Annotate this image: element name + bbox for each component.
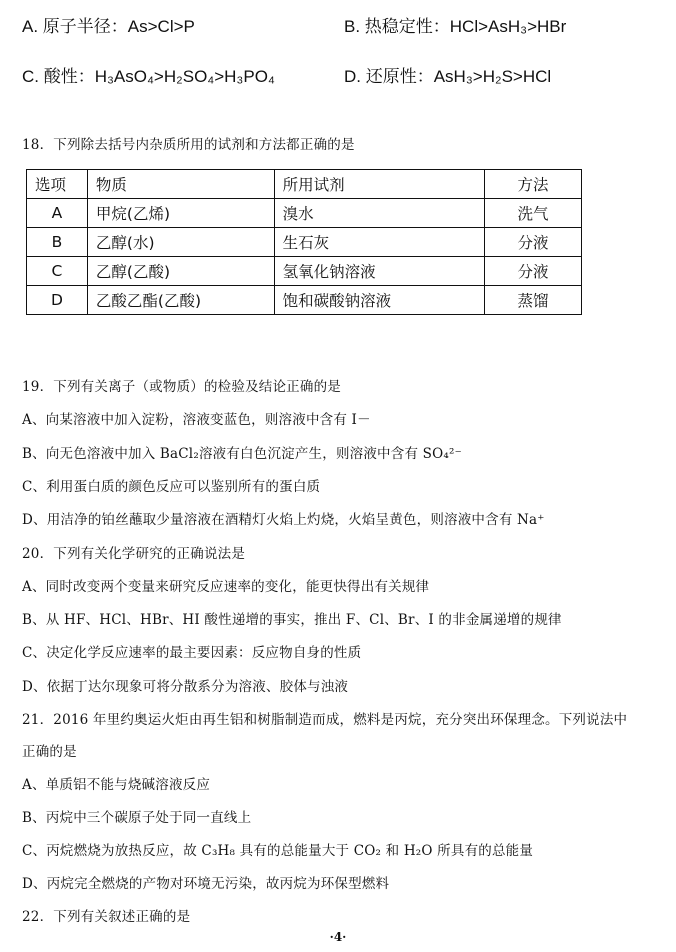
table-header-row <box>27 170 582 199</box>
q20-option-c: C、决定化学反应速率的最主要因素：反应物自身的性质 <box>22 645 362 661</box>
q21-option-b: B、丙烷中三个碳原子处于同一直线上 <box>22 810 252 826</box>
q19-option-c: C、利用蛋白质的颜色反应可以鉴别所有的蛋白质 <box>22 479 321 495</box>
q19-option-d: D、用洁净的铂丝蘸取少量溶液在酒精灯火焰上灼烧，火焰呈黄色，则溶液中含有 Na⁺ <box>22 512 545 528</box>
q17-option-b: B. 热稳定性：HCl>AsH₃>HBr <box>344 17 567 36</box>
q19-option-a: A、向某溶液中加入淀粉，溶液变蓝色，则溶液中含有 I－ <box>22 412 371 428</box>
q20-option-b: B、从 HF、HCl、HBr、HI 酸性递增的事实，推出 F、Cl、Br、I 的非金属递增的规律 <box>22 612 562 628</box>
table-row <box>27 257 582 286</box>
table-header-cell: 方法 <box>485 170 582 199</box>
table-cell: 乙醇(水) <box>87 228 274 257</box>
q17-option-a: A. 原子半径：As>Cl>P <box>22 17 195 36</box>
table-header-cell: 所用试剂 <box>274 170 485 199</box>
q18-stem: 18．下列除去括号内杂质所用的试剂和方法都正确的是 <box>22 137 355 153</box>
table-cell: 生石灰 <box>274 228 485 257</box>
q21-option-c: C、丙烷燃烧为放热反应，故 C₃H₈ 具有的总能量大于 CO₂ 和 H₂O 所具有的总能量 <box>22 843 534 859</box>
table-cell: 分液 <box>485 228 582 257</box>
q21-stem-line-2: 正确的是 <box>22 744 77 760</box>
table-cell: D <box>27 286 88 315</box>
table-cell: 乙酸乙酯(乙酸) <box>87 286 274 315</box>
q17-option-c: C. 酸性：H₃AsO₄>H₂SO₄>H₃PO₄ <box>22 67 275 86</box>
table-cell: 饱和碳酸钠溶液 <box>274 286 485 315</box>
table-row <box>27 199 582 228</box>
q21-option-a: A、单质铝不能与烧碱溶液反应 <box>22 777 211 793</box>
q21-stem-line-1: 21．2016 年里约奥运火炬由再生铝和树脂制造而成，燃料是丙烷，充分突出环保理念。下列说法中 <box>22 712 628 728</box>
q21-option-d: D、丙烷完全燃烧的产物对环境无污染，故丙烷为环保型燃料 <box>22 876 390 892</box>
q20-option-a: A、同时改变两个变量来研究反应速率的变化，能更快得出有关规律 <box>22 579 430 595</box>
table-row <box>27 228 582 257</box>
page-number: ·4· <box>329 930 347 944</box>
table-header-cell: 选项 <box>27 170 88 199</box>
table-cell: 分液 <box>485 257 582 286</box>
table-cell: 蒸馏 <box>485 286 582 315</box>
table-cell: 溴水 <box>274 199 485 228</box>
q22-stem: 22．下列有关叙述正确的是 <box>22 909 191 925</box>
table-cell: 洗气 <box>485 199 582 228</box>
table-cell: C <box>27 257 88 286</box>
table-header-cell: 物质 <box>87 170 274 199</box>
q20-stem: 20．下列有关化学研究的正确说法是 <box>22 546 246 562</box>
q18-table <box>26 169 582 315</box>
q17-option-d: D. 还原性：AsH₃>H₂S>HCl <box>344 67 552 86</box>
table-row <box>27 286 582 315</box>
q19-stem: 19．下列有关离子（或物质）的检验及结论正确的是 <box>22 379 341 395</box>
q19-option-b: B、向无色溶液中加入 BaCl₂溶液有白色沉淀产生，则溶液中含有 SO₄²⁻ <box>22 446 462 462</box>
table-cell: B <box>27 228 88 257</box>
q20-option-d: D、依据丁达尔现象可将分散系分为溶液、胶体与浊液 <box>22 679 349 695</box>
table-cell: A <box>27 199 88 228</box>
table-cell: 甲烷(乙烯) <box>87 199 274 228</box>
table-cell: 乙醇(乙酸) <box>87 257 274 286</box>
table-cell: 氢氧化钠溶液 <box>274 257 485 286</box>
